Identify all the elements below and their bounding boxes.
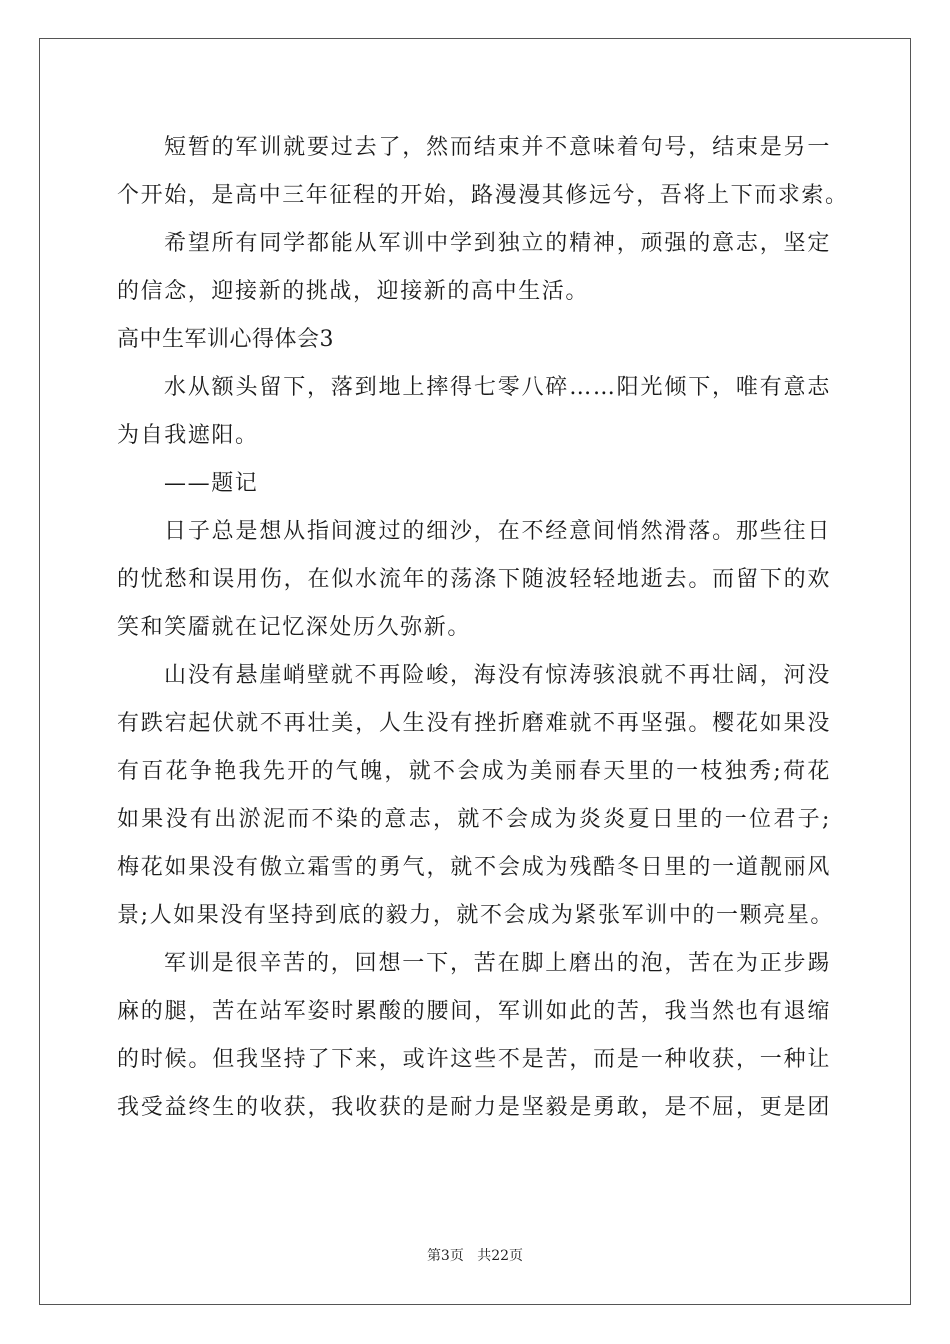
epigraph-attribution: ——题记 xyxy=(164,471,259,496)
paragraph-line: 有百花争艳我先开的气魄，就不会成为美丽春天里的一枝独秀;荷花 xyxy=(117,759,831,784)
page-total: 共22页 xyxy=(477,1248,524,1264)
paragraph-line: 的时候。但我坚持了下来，或许这些不是苦，而是一种收获，一种让 xyxy=(117,1047,831,1072)
paragraph-line: 为自我遮阳。 xyxy=(117,423,259,448)
paragraph-line: 麻的腿，苦在站军姿时累酸的腰间，军训如此的苦，我当然也有退缩 xyxy=(117,999,831,1024)
paragraph-line: 的信念，迎接新的挑战，迎接新的高中生活。 xyxy=(117,279,590,304)
page-number: 第3页 xyxy=(426,1248,464,1264)
paragraph-line: 日子总是想从指间渡过的细沙，在不经意间悄然滑落。那些往日 xyxy=(164,519,831,544)
paragraph-line: 的忧愁和误用伤，在似水流年的荡涤下随波轻轻地逝去。而留下的欢 xyxy=(117,567,831,592)
paragraph-line: 我受益终生的收获，我收获的是耐力是坚毅是勇敢，是不屈，更是团 xyxy=(117,1095,831,1120)
paragraph-line: 有跌宕起伏就不再壮美，人生没有挫折磨难就不再坚强。樱花如果没 xyxy=(117,711,831,736)
paragraph-line: 短暂的军训就要过去了，然而结束并不意味着句号，结束是另一 xyxy=(164,135,831,160)
paragraph-line: 如果没有出淤泥而不染的意志，就不会成为炎炎夏日里的一位君子; xyxy=(117,807,831,832)
paragraph-line: 希望所有同学都能从军训中学到独立的精神，顽强的意志，坚定 xyxy=(164,231,831,256)
paragraph-line: 山没有悬崖峭壁就不再险峻，海没有惊涛骇浪就不再壮阔，河没 xyxy=(164,663,831,688)
document-body xyxy=(117,124,849,1132)
paragraph-line: 个开始，是高中三年征程的开始，路漫漫其修远兮，吾将上下而求索。 xyxy=(117,183,849,208)
paragraph-line: 梅花如果没有傲立霜雪的勇气，就不会成为残酷冬日里的一道靓丽风 xyxy=(117,855,831,880)
page-footer xyxy=(0,1246,950,1266)
paragraph-line: 军训是很辛苦的，回想一下，苦在脚上磨出的泡，苦在为正步踢 xyxy=(164,951,831,976)
paragraph-line: 景;人如果没有坚持到底的毅力，就不会成为紧张军训中的一颗亮星。 xyxy=(117,903,835,928)
paragraph-line: 笑和笑靥就在记忆深处历久弥新。 xyxy=(117,615,472,640)
paragraph-line: 水从额头留下，落到地上摔得七零八碎……阳光倾下，唯有意志 xyxy=(164,375,831,400)
section-heading: 高中生军训心得体会3 xyxy=(117,327,334,352)
